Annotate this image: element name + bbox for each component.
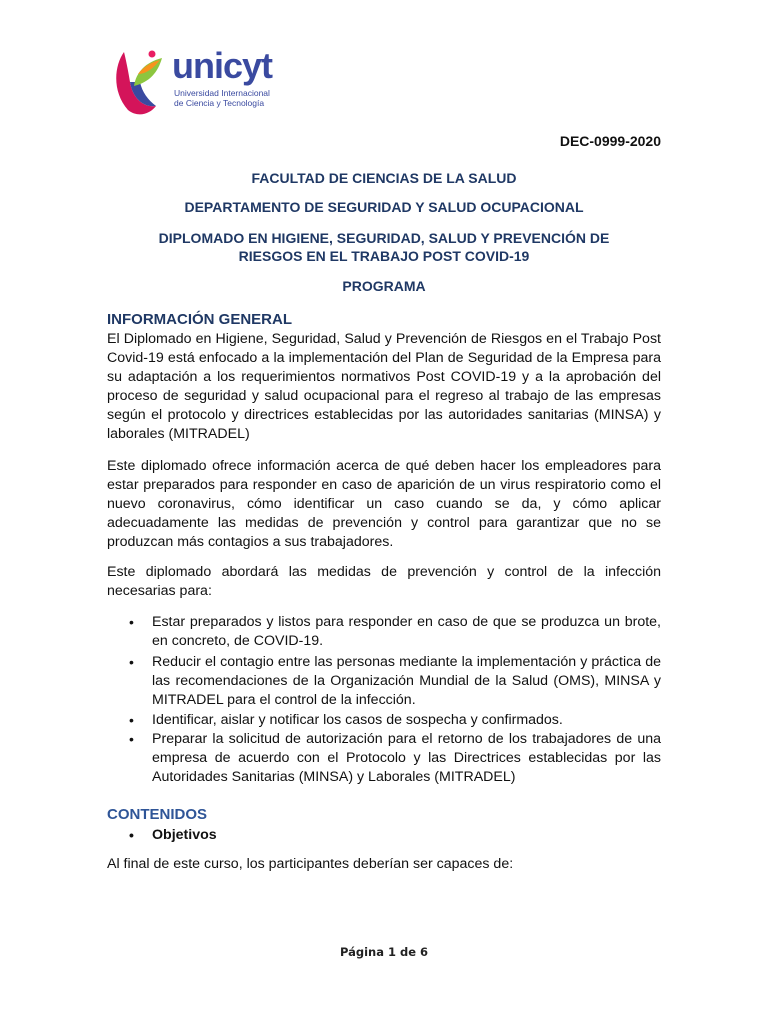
prevention-bullet-list — [107, 613, 661, 786]
general-info-title: INFORMACIÓN GENERAL — [107, 311, 292, 328]
general-info-paragraph-3: Este diplomado abordará las medidas de prevención y control de la infección necesarias para: — [107, 564, 661, 599]
program-heading: PROGRAMA — [342, 278, 426, 294]
diploma-heading-line1: DIPLOMADO EN HIGIENE, SEGURIDAD, SALUD Y PREVENCIÓN DE — [158, 230, 610, 246]
logo-subtitle-line1: Universidad Internacional — [174, 88, 270, 98]
logo-leaf-icon — [112, 44, 174, 118]
list-item: • Preparar la solicitud de autorización para el retorno de los trabajadores de una empresa de acuerdo con el Protocolo y las Directrices establecidas por las Autoridades Sanitarias (MINSA) y Laborales (MITRADEL) — [107, 730, 661, 786]
objectives-intro: Al final de este curso, los participantes deberían ser capaces de: — [107, 856, 514, 872]
diploma-heading — [107, 229, 661, 265]
page-number: Página 1 de 6 — [339, 945, 429, 959]
logo-subtitle-line2: de Ciencia y Tecnología — [174, 98, 265, 108]
contents-list — [107, 826, 661, 845]
university-logo — [112, 44, 282, 118]
faculty-heading: FACULTAD DE CIENCIAS DE LA SALUD — [251, 170, 517, 186]
objectives-item: • Objetivos — [107, 826, 661, 845]
diploma-heading-line2: RIESGOS EN EL TRABAJO POST COVID-19 — [238, 248, 530, 264]
list-item: • Estar preparados y listos para responder en caso de que se produzca un brote, en concreto, de COVID-19. — [107, 613, 661, 650]
general-info-paragraph-1: El Diplomado en Higiene, Seguridad, Salud y Prevención de Riesgos en el Trabajo Post Covid-19 está enfocado a la implementación del Plan de Seguridad de la Empresa para su adaptación a los requerimientos normativos Post COVID-19 y a la aprobación del proceso de seguridad y salud ocupacional para el regreso al trabajo de las empresas según el protocolo y directrices establecidas por las autoridades sanitarias (MINSA) y laborales (MITRADEL) — [107, 331, 661, 442]
document-code: DEC-0999-2020 — [559, 133, 661, 149]
contents-title: CONTENIDOS — [107, 806, 208, 823]
list-item: • Reducir el contagio entre las personas mediante la implementación y práctica de las recomendaciones de la Organización Mundial de la Salud (OMS), MINSA y MITRADEL para el control de la infección. — [107, 653, 661, 709]
logo-subtitle — [174, 88, 294, 108]
department-heading: DEPARTAMENTO DE SEGURIDAD Y SALUD OCUPACIONAL — [184, 199, 584, 215]
list-item: • Identificar, aislar y notificar los casos de sospecha y confirmados. — [107, 711, 661, 730]
logo-wordmark: unicyt — [172, 45, 273, 86]
general-info-paragraph-2: Este diplomado ofrece información acerca de qué deben hacer los empleadores para estar preparados para responder en caso de aparición de un virus respiratorio como el nuevo coronavirus, cómo identificar un caso cuando se da, y cómo aplicar adecuadamente las medidas de prevención y control para garantizar que no se produzcan más contagios a sus trabajadores. — [107, 458, 661, 550]
